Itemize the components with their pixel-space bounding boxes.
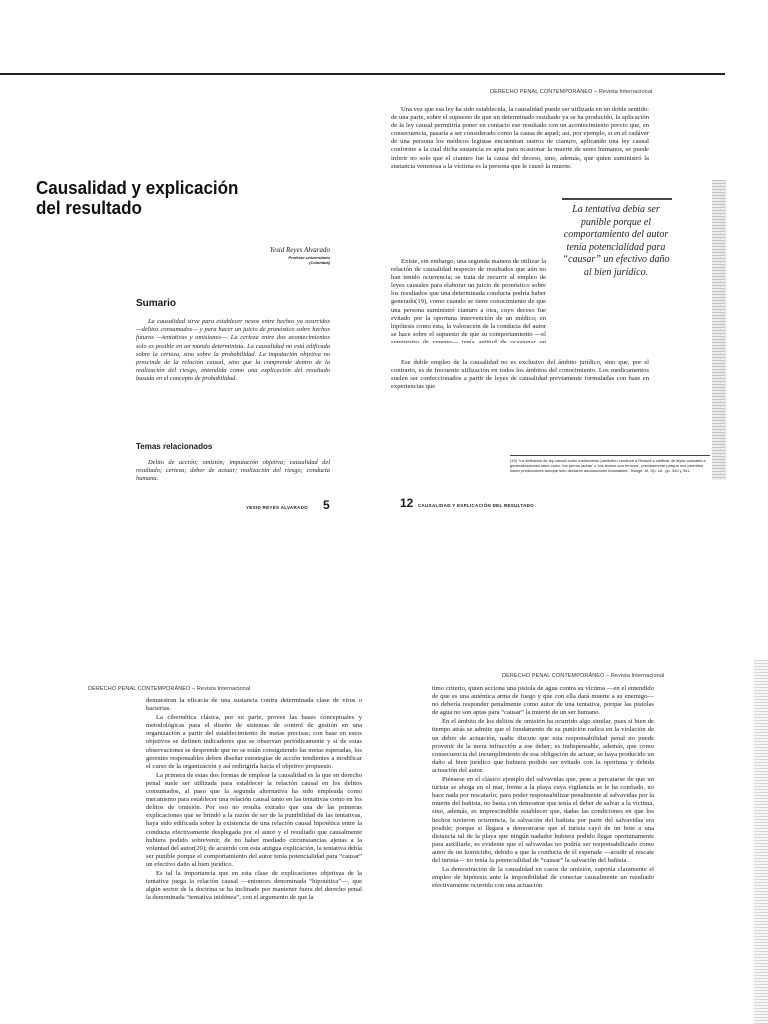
page-footer-title: CAUSALIDAD Y EXPLICACIÓN DEL RESULTADO: [418, 503, 534, 508]
paragraph: Una vez que esa ley ha sido establecida, la causalidad puede ser utilizada en un doble sentido: de una parte, sobre el supuesto de que un determinado resultado ya se ha producido, la aplicación de la ley causal permitiría poner en contacto ese resultado con un acontecimiento previo que, en consecuencia, pasaría a ser considerado como la causa de aquel; así, por ejemplo, si en el cadáver de una persona los médicos legistas encuentran rastros de cianuro, aplicando una ley causal conforme a la cual dicha sustancia es apta para ocasionar la muerte de seres humanos, se puede inferir no solo que el cianuro fue la causa del deceso, sino, además, que quien suministró la sustancia venenosa a la víctima es la persona que le causó la muerte.: [391, 106, 649, 170]
paragraph: La demostración de la causalidad en casos de omisión, suponía claramente el empleo de hipótesis ante la imposibilidad de conectar causalmente un resultado efectivamente ocurrido con una actuación: [432, 866, 654, 890]
top-rule-right: [395, 73, 725, 75]
article-column-bottom-left: [146, 697, 362, 1024]
paragraph: timo criterio, quien acciona una pistola de agua contra su víctima —en el entendido de que es una auténtica arma de fuego y que con ella dará muerte a su enemigo— no debería responder penalmente como autor de una tentativa, porque las pistolas de agua no son aptas para “causar” la muerte de un ser humano.: [432, 685, 654, 717]
affiliation-line-2: (Colombia): [309, 260, 330, 265]
page-number-5: 5: [323, 498, 330, 512]
scan-page-edge: [712, 180, 726, 480]
top-rule-left: [0, 73, 395, 75]
footnote-rule: [510, 455, 710, 456]
article-column-top-right-3: [391, 343, 649, 451]
paragraph: [391, 343, 649, 351]
running-header-top-right: DERECHO PENAL CONTEMPORÁNEO – Revista Internacional: [490, 89, 653, 95]
page-number-12: 12: [400, 496, 414, 510]
author-affiliation: [200, 255, 330, 265]
temas-text: Delito de acción; omisión; imputación objetiva; causalidad del resultado; certeza; deber de actuar; realización del riesgo; conducta humana.: [136, 459, 330, 483]
article-column-bottom-right: [432, 685, 654, 1024]
article-column-top-right-2: [391, 258, 546, 343]
pull-quote: La tentativa debía ser punible porque el comportamiento del autor tenía potencialidad para “causar” un efectivo daño al bien jurídico.: [562, 204, 670, 278]
affiliation-line-1: Profesor universitario: [288, 255, 330, 260]
running-header-bottom-left: DERECHO PENAL CONTEMPORÁNEO – Revista Internacional: [88, 686, 251, 692]
sumario-text: La causalidad sirve para establecer nexos entre hechos ya ocurridos —delitos consumados— y para hacer un juicio de pronóstico sobre hechos futuros —tentativas y omisiones—. La certeza entre dos acontecimientos solo es posible en un mundo determinista. La causalidad no está edificada sobre la certeza, sino sobre la probabilidad. La imputación objetiva no prescinde de la relación causal, sino que la comprende dentro de la realización del riesgo, entendida como una explicación del resultado basada en el concepto de probabilidad.: [136, 318, 330, 383]
pull-quote-bar: [562, 198, 672, 200]
sumario-heading: Sumario: [136, 298, 177, 309]
paragraph: La cibernética clásica, por su parte, provee las bases conceptuales y metodológicas para el diseño de sistemas de control de gestión en una organización a partir del establecimiento de metas precisas; con base en estos objetivos se definen indicadores que se observan periódicamente y si de estas observaciones se desprende que no se están consiguiendo las metas esperadas, los gerentes responsables deben diseñar estrategias de acción tendientes a modificar el curso de la organización y así redirigirla hacia el objetivo propuesto.: [146, 714, 362, 770]
running-header-bottom-right: DERECHO PENAL CONTEMPORÁNEO – Revista Internacional: [502, 673, 665, 679]
footnote-19: (19) “La definición de ley causal como instrumento predictivo conduce a Russell a calificar de leyes causales a generalizaciones tales como ‘los perros ladran’ o ‘los leones son feroces’, precisamente porque nos permiten hacer predicciones aunque solo declaren asociaciones invariables”, Bunge, M. Op. cit., pp. 340 y 341.: [510, 458, 706, 473]
article-title: Causalidad y explicación del resultado: [36, 177, 239, 218]
paragraph: Es tal la importancia que en esta clase de explicaciones objetivas de la tentativa juega la relación causal —entonces denominada “hipotética”—, que algún sector de la doctrina se ha inclinado por mantener fuera del derecho penal la denominada “tentativa inidónea”, con el argumento de que la: [146, 869, 362, 902]
temas-heading: Temas relacionados: [136, 442, 213, 451]
page-footer-author: YESID REYES ALVARADO: [246, 505, 308, 510]
paragraph: La primera de estas dos formas de emplear la causalidad es la que en derecho penal suele ser utilizada para establecer la relación causal en los delitos consumados, al paso que la segunda alternativa ha sido empleada como mecanismo para establecer una relación causal tanto en las tentativas como en los delitos de omisión. Por eso no resulta extraño que una de las primeras explicaciones que se brindó a la razón de ser de la punibilidad de las tentativas, haya sido edificada sobre la existencia de una relación causal hipotética entre la conducta efectivamente desplegada por el autor y el resultado que causalmente hubiera podido sobrevenir, de no haber mediado circunstancias ajenas a la voluntad del autor(20); de acuerdo con esta antigua explicación, la tentativa debía ser punible porque el comportamiento del autor tenía potencialidad para “causar” un efectivo daño al bien jurídico.: [146, 771, 362, 868]
paragraph: En el ámbito de los delitos de omisión ha ocurrido algo similar, pues si bien de tiempo atrás se admite que el fundamento de su punición radica en la violación de un deber de actuación, nadie discute que esta responsabilidad penal no puede provenir de la mera infracción a ese deber; es indispensable, además, que como consecuencia del incumplimiento de esa obligación de actuar, se haya producido un daño al bien jurídico que hubiera podido ser evitado con la oportuna y debida actuación del autor.: [432, 718, 654, 774]
paragraph: demuestran la eficacia de una sustancia contra determinada clase de virus o bacterias.: [146, 697, 362, 713]
scan-page-edge-bottom: [754, 660, 768, 1024]
paragraph: Piénsese en el clásico ejemplo del salvavidas que, pese a percatarse de que un turista se ahoga en el mar, frente a la playa cuya vigilancia se le ha confiado, no hace nada por rescatarlo; para poder responsabilizar penalmente al salvavidas por la muerte del bañista, no basta con demostrar que tenía el deber de salvar a la víctima, sino, además, es imprescindible establecer que, dadas las condiciones en que los hechos tuvieron ocurrencia, la salvación del bañista por parte del salvavidas era posible; porque si llegara a demostrarse que el turista cayó de un bote a una distancia tal de la playa que ningún nadador hubiera podido llegar oportunamente para auxiliarle, es evidente que el salvavidas no podría ser responsabilizado como autor de un homicidio, debido a que la conducta de él esperada —acudir al rescate del turista— no tenía la potencialidad de “causar” la salvación del bañista.: [432, 776, 654, 864]
paragraph: Existe, sin embargo, una segunda manera de utilizar la relación de causalidad respecto de resultados que aún no han tenido ocurrencia; se trata de recurrir al empleo de leyes causales para elaborar un juicio de pronóstico sobre los resultados que una determinada conducta podría haber generado(19), como cuando se tiene conocimiento de que una persona suministró cianuro a otra, cuyo deceso fue evitado por la oportuna intervención de un médico; en hipótesis como esta, la valoración de la conducta del autor se hace sobre el supuesto de que su comportamiento —el: [391, 258, 546, 338]
paragraph: Ese doble empleo de la causalidad no es exclusivo del ámbito jurídico, sino que, por el contrario, es de frecuente utilización en todos los ámbitos del conocimiento. Los medicamentos suelen ser confeccionados a partir de leyes de causalidad previamente formuladas con base en experiencias que: [391, 359, 649, 391]
author-name: Yesid Reyes Alvarado: [269, 246, 330, 254]
